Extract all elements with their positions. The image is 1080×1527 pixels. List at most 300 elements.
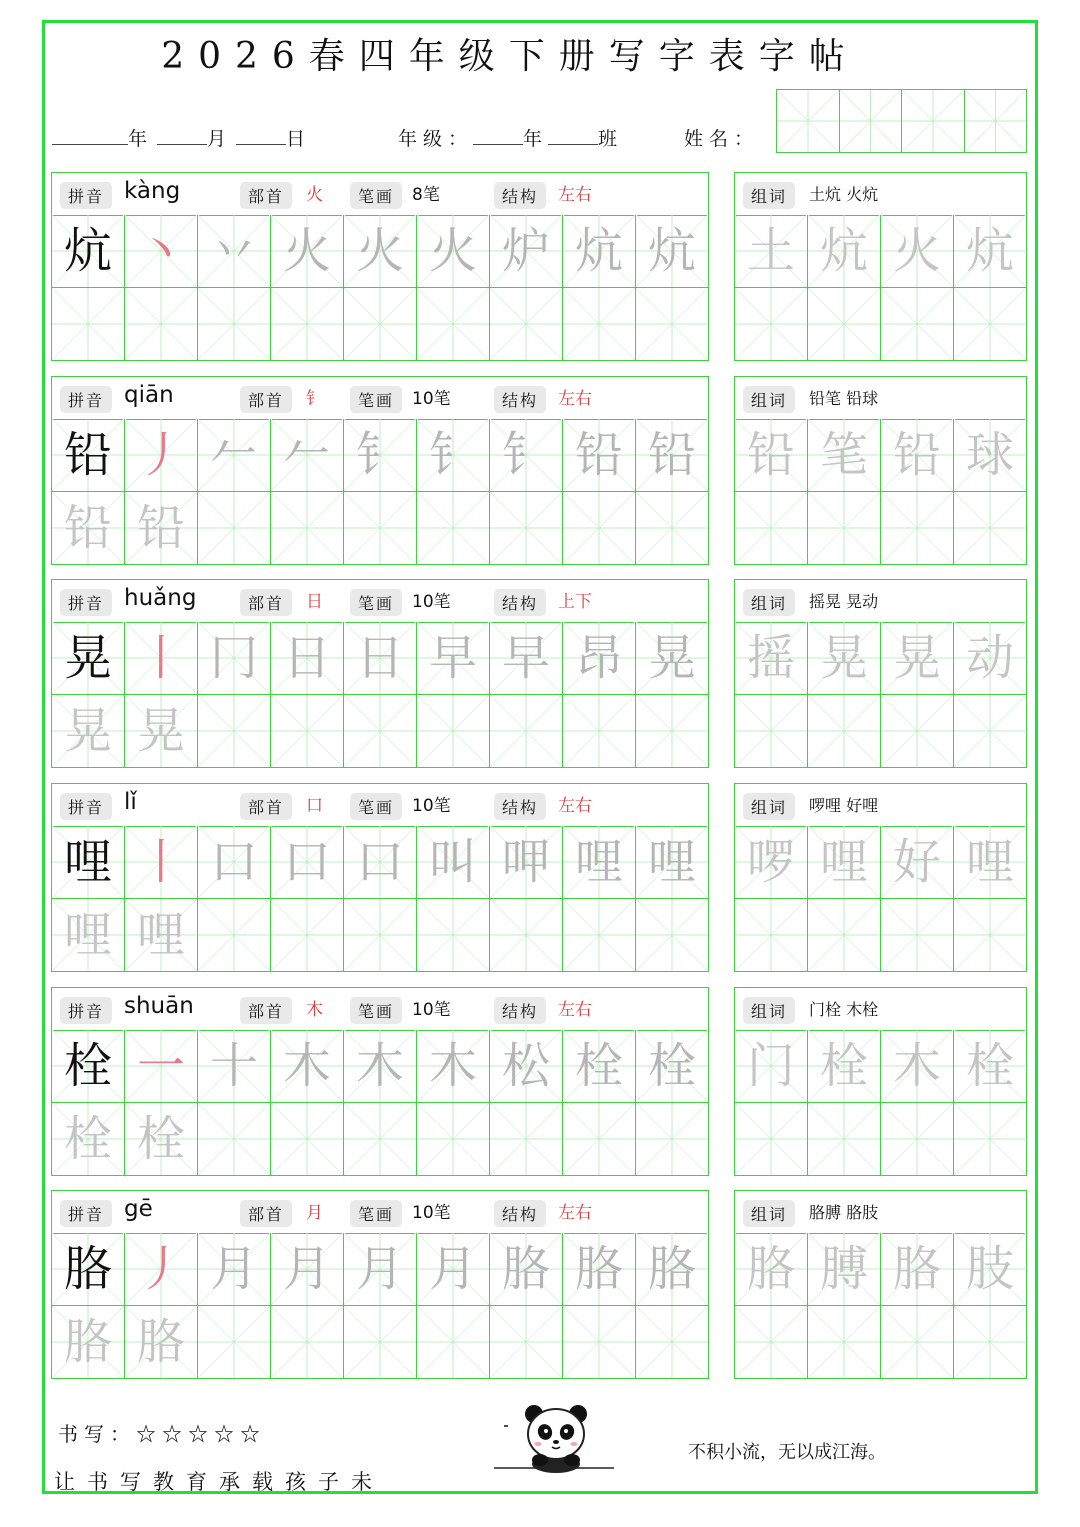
practice-cell[interactable] bbox=[198, 695, 271, 768]
stroke-step bbox=[271, 1233, 344, 1306]
year-blank[interactable] bbox=[52, 130, 128, 145]
word-practice-cell[interactable] bbox=[881, 492, 954, 565]
words-value: 啰哩 好哩 bbox=[809, 796, 879, 815]
radical-value: 月 bbox=[306, 1203, 323, 1223]
word-practice-cell[interactable] bbox=[954, 695, 1027, 768]
practice-cell[interactable] bbox=[563, 899, 636, 972]
practice-cell[interactable] bbox=[344, 899, 417, 972]
pinyin-tag: 拼音 bbox=[60, 1200, 112, 1227]
word-trace-character[interactable] bbox=[954, 622, 1027, 695]
stroke-step-glyph: 胳 bbox=[647, 1241, 696, 1297]
name-boxes[interactable] bbox=[776, 89, 1027, 153]
radical-value: 木 bbox=[306, 1000, 323, 1020]
stroke-step bbox=[490, 826, 563, 899]
practice-cell[interactable] bbox=[271, 288, 344, 361]
radical-value: 火 bbox=[306, 185, 323, 205]
word-trace-character-glyph: 门 bbox=[746, 1038, 795, 1094]
model-character bbox=[52, 419, 125, 492]
word-grid bbox=[735, 622, 1026, 767]
model-character-glyph: 炕 bbox=[63, 223, 112, 279]
word-practice-cell[interactable] bbox=[881, 288, 954, 361]
trace-character[interactable] bbox=[52, 695, 125, 768]
word-trace-character[interactable] bbox=[881, 622, 954, 695]
stroke-step-glyph: 月 bbox=[355, 1241, 404, 1297]
grade-line bbox=[398, 124, 623, 151]
structure-tag: 结构 bbox=[494, 1200, 546, 1227]
stroke-step bbox=[198, 1233, 271, 1306]
structure-value: 左右 bbox=[558, 389, 592, 409]
radical-value: 日 bbox=[306, 592, 323, 612]
word-practice-cell[interactable] bbox=[808, 1103, 881, 1176]
practice-cell[interactable] bbox=[344, 1306, 417, 1379]
word-grid bbox=[735, 1030, 1026, 1175]
practice-grid bbox=[52, 419, 708, 564]
structure-tag: 结构 bbox=[494, 182, 546, 209]
word-practice-cell[interactable] bbox=[735, 1103, 808, 1176]
character-block bbox=[51, 1190, 709, 1379]
trace-character[interactable] bbox=[125, 1103, 198, 1176]
stroke-step bbox=[344, 419, 417, 492]
practice-cell[interactable] bbox=[563, 1306, 636, 1379]
slogan-text: 让书写教育承载孩子未 bbox=[54, 1470, 384, 1494]
word-grid bbox=[735, 826, 1026, 971]
stroke-step-glyph: 丨 bbox=[136, 834, 185, 890]
stroke-step-glyph: 铅 bbox=[574, 427, 623, 483]
word-trace-character-glyph: 火 bbox=[892, 223, 941, 279]
stroke-step-glyph: 哩 bbox=[647, 834, 696, 890]
practice-cell[interactable] bbox=[198, 1103, 271, 1176]
character-block bbox=[51, 172, 709, 361]
practice-cell[interactable] bbox=[198, 1306, 271, 1379]
stroke-step bbox=[636, 622, 709, 695]
word-trace-character[interactable] bbox=[808, 419, 881, 492]
name-box[interactable] bbox=[901, 90, 964, 152]
word-practice-cell[interactable] bbox=[881, 695, 954, 768]
practice-cell[interactable] bbox=[198, 899, 271, 972]
stroke-step-glyph: 铅 bbox=[647, 427, 696, 483]
stroke-step-glyph: 火 bbox=[282, 223, 331, 279]
word-practice-cell[interactable] bbox=[808, 1306, 881, 1379]
stroke-step-glyph: 炕 bbox=[647, 223, 696, 279]
word-info-bar bbox=[735, 988, 1026, 1031]
year-label: 年 bbox=[128, 128, 154, 150]
radical-tag: 部首 bbox=[240, 1200, 292, 1227]
practice-cell[interactable] bbox=[490, 695, 563, 768]
word-trace-character-glyph: 动 bbox=[965, 630, 1014, 686]
trace-character-glyph: 晃 bbox=[63, 703, 112, 759]
stroke-step bbox=[636, 419, 709, 492]
words-tag: 组词 bbox=[743, 997, 795, 1024]
word-practice-cell[interactable] bbox=[735, 1306, 808, 1379]
word-practice-cell[interactable] bbox=[808, 288, 881, 361]
practice-cell[interactable] bbox=[636, 1103, 709, 1176]
practice-cell[interactable] bbox=[271, 1103, 344, 1176]
strokes-value: 10笔 bbox=[412, 592, 451, 612]
practice-cell[interactable] bbox=[490, 899, 563, 972]
stroke-step bbox=[636, 1030, 709, 1103]
word-trace-character[interactable] bbox=[808, 826, 881, 899]
strokes-value: 10笔 bbox=[412, 1000, 451, 1020]
practice-cell[interactable] bbox=[417, 288, 490, 361]
radical-value: 口 bbox=[306, 796, 323, 816]
practice-cell[interactable] bbox=[271, 695, 344, 768]
practice-cell[interactable] bbox=[417, 1103, 490, 1176]
structure-tag: 结构 bbox=[494, 589, 546, 616]
stroke-step bbox=[417, 826, 490, 899]
stroke-step-glyph: 钅 bbox=[355, 427, 404, 483]
stroke-step-glyph: 松 bbox=[501, 1038, 550, 1094]
word-trace-character-glyph: 哩 bbox=[819, 834, 868, 890]
model-character bbox=[52, 622, 125, 695]
stroke-step-glyph: 日 bbox=[355, 630, 404, 686]
trace-character[interactable] bbox=[125, 899, 198, 972]
stroke-step-glyph: 钅 bbox=[428, 427, 477, 483]
stroke-step-glyph: 木 bbox=[355, 1038, 404, 1094]
stroke-step bbox=[417, 1030, 490, 1103]
trace-character[interactable] bbox=[125, 492, 198, 565]
practice-cell[interactable] bbox=[636, 492, 709, 565]
practice-cell[interactable] bbox=[271, 492, 344, 565]
word-trace-character[interactable] bbox=[735, 1233, 808, 1306]
stroke-step bbox=[417, 419, 490, 492]
model-character bbox=[52, 826, 125, 899]
trace-character[interactable] bbox=[52, 1306, 125, 1379]
trace-character-glyph: 晃 bbox=[136, 703, 185, 759]
word-trace-character-glyph: 摇 bbox=[746, 630, 795, 686]
word-block bbox=[734, 1190, 1027, 1379]
word-block bbox=[734, 376, 1027, 565]
word-trace-character-glyph: 晃 bbox=[892, 630, 941, 686]
stroke-step bbox=[125, 622, 198, 695]
character-info-bar bbox=[52, 377, 708, 420]
word-practice-cell[interactable] bbox=[954, 492, 1027, 565]
practice-cell[interactable] bbox=[52, 288, 125, 361]
word-trace-character[interactable] bbox=[881, 826, 954, 899]
stroke-step bbox=[344, 1233, 417, 1306]
practice-cell[interactable] bbox=[344, 1103, 417, 1176]
radical-tag: 部首 bbox=[240, 182, 292, 209]
word-trace-character-glyph: 栓 bbox=[819, 1038, 868, 1094]
stroke-step-glyph: 冂 bbox=[209, 630, 258, 686]
word-practice-cell[interactable] bbox=[881, 1306, 954, 1379]
model-character bbox=[52, 1233, 125, 1306]
stroke-step-glyph: 呷 bbox=[501, 834, 550, 890]
stroke-step bbox=[271, 826, 344, 899]
strokes-tag: 笔画 bbox=[350, 793, 402, 820]
pinyin-tag: 拼音 bbox=[60, 182, 112, 209]
stroke-step bbox=[563, 1233, 636, 1306]
practice-cell[interactable] bbox=[563, 695, 636, 768]
stroke-step-glyph: 昂 bbox=[574, 630, 623, 686]
stroke-step bbox=[271, 215, 344, 288]
character-block bbox=[51, 987, 709, 1176]
stroke-step bbox=[417, 622, 490, 695]
model-character-glyph: 晃 bbox=[63, 630, 112, 686]
word-grid bbox=[735, 215, 1026, 360]
word-practice-cell[interactable] bbox=[735, 899, 808, 972]
practice-cell[interactable] bbox=[125, 288, 198, 361]
stroke-step-glyph: 月 bbox=[428, 1241, 477, 1297]
stroke-step-glyph: 木 bbox=[428, 1038, 477, 1094]
class-blank[interactable] bbox=[548, 130, 598, 145]
stroke-step-glyph: 胳 bbox=[501, 1241, 550, 1297]
practice-grid bbox=[52, 1030, 708, 1175]
character-info-bar bbox=[52, 1191, 708, 1234]
name-box[interactable] bbox=[777, 90, 839, 152]
practice-cell[interactable] bbox=[563, 288, 636, 361]
practice-cell[interactable] bbox=[563, 492, 636, 565]
structure-tag: 结构 bbox=[494, 386, 546, 413]
word-practice-cell[interactable] bbox=[881, 899, 954, 972]
stroke-step-glyph: 丨 bbox=[136, 630, 185, 686]
word-trace-character-glyph: 铅 bbox=[746, 427, 795, 483]
trace-character-glyph: 胳 bbox=[136, 1314, 185, 1370]
character-info-bar bbox=[52, 784, 708, 827]
day-label: 日 bbox=[286, 128, 312, 150]
stroke-step-glyph: 炉 bbox=[501, 223, 550, 279]
name-label: 姓名： bbox=[684, 128, 760, 150]
stroke-step bbox=[198, 622, 271, 695]
word-trace-character[interactable] bbox=[954, 215, 1027, 288]
model-character bbox=[52, 1030, 125, 1103]
stroke-step bbox=[125, 215, 198, 288]
stroke-step-glyph: 十 bbox=[209, 1038, 258, 1094]
words-tag: 组词 bbox=[743, 793, 795, 820]
practice-cell[interactable] bbox=[344, 492, 417, 565]
radical-tag: 部首 bbox=[240, 589, 292, 616]
word-practice-cell[interactable] bbox=[954, 899, 1027, 972]
month-blank[interactable] bbox=[157, 130, 207, 145]
practice-cell[interactable] bbox=[636, 1306, 709, 1379]
stroke-step bbox=[636, 215, 709, 288]
words-value: 铅笔 铅球 bbox=[809, 389, 879, 408]
practice-cell[interactable] bbox=[344, 288, 417, 361]
stroke-step bbox=[417, 215, 490, 288]
word-trace-character-glyph: 好 bbox=[892, 834, 941, 890]
pinyin-tag: 拼音 bbox=[60, 793, 112, 820]
trace-character[interactable] bbox=[52, 1103, 125, 1176]
stroke-step bbox=[344, 215, 417, 288]
stroke-step bbox=[490, 215, 563, 288]
pinyin-value: shuān bbox=[124, 993, 194, 1019]
trace-character-glyph: 哩 bbox=[136, 907, 185, 963]
word-trace-character[interactable] bbox=[881, 1233, 954, 1306]
words-value: 门栓 木栓 bbox=[809, 1000, 879, 1019]
trace-character[interactable] bbox=[52, 899, 125, 972]
trace-character[interactable] bbox=[125, 1306, 198, 1379]
stroke-step bbox=[125, 1030, 198, 1103]
word-practice-cell[interactable] bbox=[881, 1103, 954, 1176]
date-line bbox=[52, 124, 311, 151]
pinyin-value: qiān bbox=[124, 382, 174, 408]
trace-character[interactable] bbox=[52, 492, 125, 565]
stroke-step-glyph: 早 bbox=[428, 630, 477, 686]
practice-cell[interactable] bbox=[417, 695, 490, 768]
words-tag: 组词 bbox=[743, 589, 795, 616]
stroke-step-glyph: 𠂉 bbox=[282, 427, 331, 483]
character-block bbox=[51, 579, 709, 768]
stroke-step-glyph: 晃 bbox=[647, 630, 696, 686]
stroke-step-glyph: 栓 bbox=[574, 1038, 623, 1094]
stroke-step bbox=[563, 419, 636, 492]
practice-grid bbox=[52, 622, 708, 767]
stroke-step bbox=[490, 622, 563, 695]
stroke-step bbox=[563, 215, 636, 288]
words-tag: 组词 bbox=[743, 386, 795, 413]
model-character-glyph: 铅 bbox=[63, 427, 112, 483]
word-trace-character[interactable] bbox=[735, 1030, 808, 1103]
practice-grid bbox=[52, 215, 708, 360]
trace-character-glyph: 胳 bbox=[63, 1314, 112, 1370]
character-info-bar bbox=[52, 580, 708, 623]
practice-cell[interactable] bbox=[417, 1306, 490, 1379]
word-trace-character-glyph: 晃 bbox=[819, 630, 868, 686]
words-value: 摇晃 晃动 bbox=[809, 592, 879, 611]
writing-rating[interactable]: 书写：☆☆☆☆☆ bbox=[58, 1422, 266, 1446]
model-character bbox=[52, 215, 125, 288]
strokes-tag: 笔画 bbox=[350, 1200, 402, 1227]
practice-cell[interactable] bbox=[636, 288, 709, 361]
stroke-step bbox=[344, 826, 417, 899]
practice-cell[interactable] bbox=[636, 899, 709, 972]
structure-tag: 结构 bbox=[494, 997, 546, 1024]
word-trace-character-glyph: 炕 bbox=[819, 223, 868, 279]
practice-cell[interactable] bbox=[271, 899, 344, 972]
stroke-step bbox=[125, 826, 198, 899]
word-trace-character[interactable] bbox=[881, 215, 954, 288]
practice-cell[interactable] bbox=[490, 492, 563, 565]
stroke-step bbox=[636, 826, 709, 899]
stroke-step-glyph: 叫 bbox=[428, 834, 477, 890]
name-box[interactable] bbox=[964, 90, 1027, 152]
stroke-step bbox=[563, 1030, 636, 1103]
word-info-bar bbox=[735, 784, 1026, 827]
strokes-tag: 笔画 bbox=[350, 997, 402, 1024]
word-trace-character-glyph: 笔 bbox=[819, 427, 868, 483]
practice-cell[interactable] bbox=[490, 1103, 563, 1176]
day-blank[interactable] bbox=[236, 130, 286, 145]
word-trace-character-glyph: 木 bbox=[892, 1038, 941, 1094]
stroke-step-glyph: 口 bbox=[355, 834, 404, 890]
words-value: 土炕 火炕 bbox=[809, 185, 879, 204]
word-trace-character[interactable] bbox=[808, 622, 881, 695]
word-block bbox=[734, 172, 1027, 361]
stroke-step bbox=[636, 1233, 709, 1306]
word-trace-character-glyph: 胳 bbox=[892, 1241, 941, 1297]
word-practice-cell[interactable] bbox=[808, 492, 881, 565]
pinyin-value: gē bbox=[124, 1196, 153, 1222]
practice-cell[interactable] bbox=[417, 492, 490, 565]
practice-grid bbox=[52, 1233, 708, 1378]
stroke-step bbox=[344, 622, 417, 695]
stroke-step bbox=[198, 826, 271, 899]
stroke-step bbox=[198, 215, 271, 288]
word-practice-cell[interactable] bbox=[954, 1103, 1027, 1176]
practice-cell[interactable] bbox=[198, 288, 271, 361]
stroke-step bbox=[490, 1030, 563, 1103]
word-practice-cell[interactable] bbox=[808, 899, 881, 972]
word-trace-character[interactable] bbox=[735, 826, 808, 899]
pinyin-tag: 拼音 bbox=[60, 386, 112, 413]
grade-label: 年级： bbox=[398, 128, 474, 150]
word-trace-character[interactable] bbox=[954, 1233, 1027, 1306]
word-info-bar bbox=[735, 173, 1026, 216]
word-trace-character[interactable] bbox=[735, 419, 808, 492]
strokes-tag: 笔画 bbox=[350, 386, 402, 413]
practice-cell[interactable] bbox=[490, 1306, 563, 1379]
words-tag: 组词 bbox=[743, 182, 795, 209]
word-block bbox=[734, 579, 1027, 768]
word-trace-character[interactable] bbox=[735, 622, 808, 695]
stroke-step-glyph: 丿 bbox=[136, 1241, 185, 1297]
grade-blank[interactable] bbox=[473, 130, 523, 145]
model-character-glyph: 栓 bbox=[63, 1038, 112, 1094]
stroke-step bbox=[563, 622, 636, 695]
practice-cell[interactable] bbox=[198, 492, 271, 565]
practice-cell[interactable] bbox=[344, 695, 417, 768]
word-trace-character-glyph: 炕 bbox=[965, 223, 1014, 279]
practice-cell[interactable] bbox=[490, 288, 563, 361]
trace-character-glyph: 哩 bbox=[63, 907, 112, 963]
word-practice-cell[interactable] bbox=[735, 288, 808, 361]
practice-cell[interactable] bbox=[563, 1103, 636, 1176]
strokes-value: 10笔 bbox=[412, 389, 451, 409]
strokes-tag: 笔画 bbox=[350, 589, 402, 616]
word-practice-cell[interactable] bbox=[808, 695, 881, 768]
stroke-step bbox=[125, 419, 198, 492]
word-practice-cell[interactable] bbox=[954, 1306, 1027, 1379]
practice-cell[interactable] bbox=[417, 899, 490, 972]
stroke-step bbox=[271, 1030, 344, 1103]
word-trace-character[interactable] bbox=[808, 215, 881, 288]
word-trace-character[interactable] bbox=[735, 215, 808, 288]
word-trace-character[interactable] bbox=[881, 419, 954, 492]
stroke-step bbox=[271, 419, 344, 492]
character-info-bar bbox=[52, 988, 708, 1031]
stroke-step-glyph: 早 bbox=[501, 630, 550, 686]
word-trace-character[interactable] bbox=[954, 419, 1027, 492]
radical-tag: 部首 bbox=[240, 997, 292, 1024]
word-trace-character[interactable] bbox=[808, 1233, 881, 1306]
name-box[interactable] bbox=[839, 90, 902, 152]
word-trace-character[interactable] bbox=[954, 1030, 1027, 1103]
practice-cell[interactable] bbox=[271, 1306, 344, 1379]
word-trace-character[interactable] bbox=[808, 1030, 881, 1103]
structure-value: 上下 bbox=[558, 592, 592, 612]
practice-cell[interactable] bbox=[636, 695, 709, 768]
stroke-step-glyph: 火 bbox=[355, 223, 404, 279]
word-info-bar bbox=[735, 580, 1026, 623]
word-trace-character[interactable] bbox=[881, 1030, 954, 1103]
words-value: 胳膊 胳肢 bbox=[809, 1203, 879, 1222]
stroke-step bbox=[198, 419, 271, 492]
structure-tag: 结构 bbox=[494, 793, 546, 820]
word-practice-cell[interactable] bbox=[954, 288, 1027, 361]
model-character-glyph: 胳 bbox=[63, 1241, 112, 1297]
word-trace-character-glyph: 铅 bbox=[892, 427, 941, 483]
word-practice-cell[interactable] bbox=[735, 492, 808, 565]
word-trace-character[interactable] bbox=[954, 826, 1027, 899]
structure-value: 左右 bbox=[558, 185, 592, 205]
trace-character[interactable] bbox=[125, 695, 198, 768]
trace-character-glyph: 铅 bbox=[63, 500, 112, 556]
word-trace-character-glyph: 栓 bbox=[965, 1038, 1014, 1094]
pinyin-value: kàng bbox=[124, 178, 181, 204]
pinyin-tag: 拼音 bbox=[60, 589, 112, 616]
stroke-step-glyph: 日 bbox=[282, 630, 331, 686]
word-practice-cell[interactable] bbox=[735, 695, 808, 768]
structure-value: 左右 bbox=[558, 1000, 592, 1020]
